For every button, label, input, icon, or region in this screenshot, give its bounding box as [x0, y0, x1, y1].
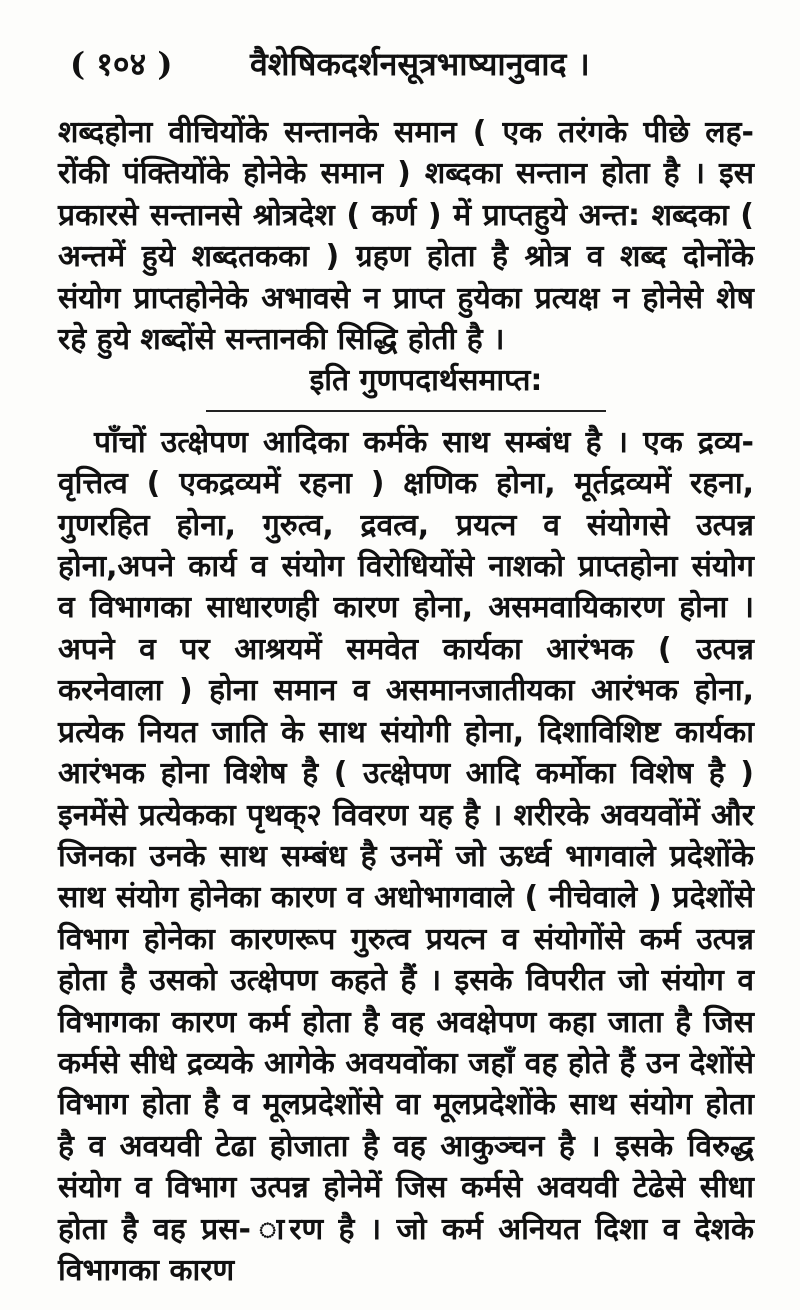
section-heading: इति गुणपदार्थसमाप्त: — [309, 363, 543, 399]
body-text — [58, 112, 754, 1291]
page-header — [70, 42, 740, 88]
paragraph-1: शब्दहोना वीचियोंके सन्तानके समान ( एक तरंगके पीछे लह- रोंकी पंक्तियोंके होनेके समान ) शब्दका सन्तान होता है । इस प्रकारसे सन्तानसे श्रोत्रदेश ( कर्ण ) में प्राप्तहुये अन्त: शब्दका ( अन्तमें हुये शब्दतकका ) ग्रहण होता है श्रोत्र व शब्द दोनोंके संयोग प्राप्तहोनेके अभावसे न प्राप्त हुयेका प्रत्यक्ष न होनेसे शेष रहे हुये शब्दोंसे सन्तानकी सिद्धि होती है । — [58, 115, 754, 358]
section-divider — [206, 410, 606, 412]
page-number: ( १०४ ) — [70, 45, 173, 83]
paragraph-2: पाँचों उत्क्षेपण आदिका कर्मके साथ सम्बंध है । एक द्रव्य- वृत्तित्व ( एकद्रव्यमें रहना ) क्षणिक होना, मूर्तद्रव्यमें रहना, गुणरहित होना, गुरुत्व, द्रवत्व, प्रयत्न व संयोगसे उत्पन्न होना,अपने कार्य व संयोग विरोधियोंसे नाशको प्राप्तहोना संयोग व विभागका साधारणही कारण होना, असमवायिकारण होना । अपने व पर आश्रयमें समवेत कार्यका आरंभक ( उत्पन्न करनेवाला ) होना समान व असमानजातीयका आरंभक होना, प्रत्येक नियत जाति के साथ संयोगी होना, दिशाविशिष्ट कार्यका आरंभक होना विशेष है ( उत्क्षेपण आदि कर्मोका विशेष है ) इनमेंसे प्रत्येकका पृथक्२ विवरण यह है । शरीरके अवयवोंमें और जिनका उनके साथ सम्बंध है उनमें जो ऊर्ध्व भागवाले प्रदेशोंके साथ संयोग होनेका कारण व अधोभागवाले ( नीचेवाले ) प्रदेशोंसे विभाग होनेका कारणरूप गुरुत्व प्रयत्न व संयोगोंसे कर्म उत्पन्न होता है उसको उत्क्षेपण कहते हैं । इसके विपरीत जो संयोग व विभागका कारण कर्म होता है वह अवक्षेपण कहा जाता है जिस कर्मसे सीधे द्रव्यके आगेके अवयवोंका जहाँ वह होते हैं उन देशोंसे विभाग होता है व मूलप्रदेशोंसे वा मूलप्रदेशोंके साथ संयोग होता है व अवयवी टेढा होजाता है वह आकुञ्चन है । इसके विरुद्ध संयोग व विभाग उत्पन्न होनेमें जिस कर्मसे अवयवी टेढेसे सीधा होता है वह प्रस- ारण है । जो कर्म अनियत दिशा व देशके विभागका कारण — [58, 424, 754, 1288]
running-title: वैशेषिकदर्शनसूत्रभाष्यानुवाद । — [250, 45, 590, 83]
